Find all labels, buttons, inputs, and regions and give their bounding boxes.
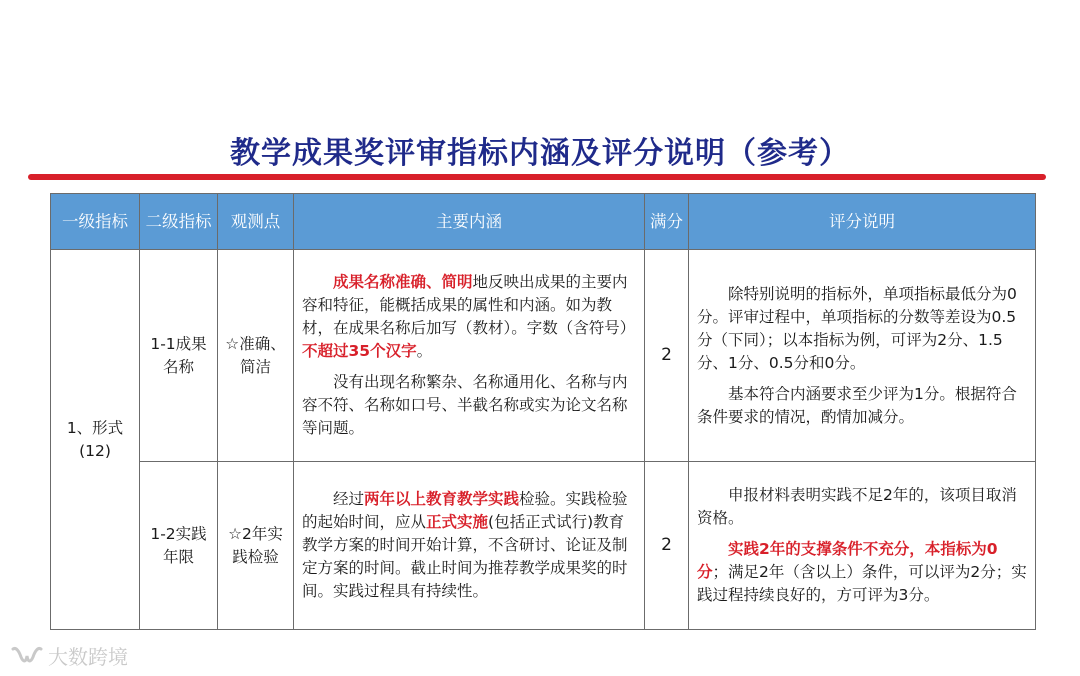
highlight-text: 不超过35个汉字 xyxy=(302,342,417,360)
observe-cell: ☆2年实践检验 xyxy=(218,462,294,630)
header-scoring: 评分说明 xyxy=(689,194,1036,250)
evaluation-table xyxy=(50,193,1036,630)
level2-cell: 1-1成果名称 xyxy=(140,250,218,462)
page-title: 教学成果奖评审指标内涵及评分说明（参考） xyxy=(230,136,850,171)
table-row xyxy=(51,462,1036,630)
content-paragraph xyxy=(302,271,636,363)
scoring-text: ；满足2年（含以上）条件，可以评为2分；实践过程持续良好的，方可评为3分。 xyxy=(697,563,1027,604)
table-row xyxy=(51,250,1036,462)
highlight-text: 成果名称准确、简明 xyxy=(333,273,473,291)
highlight-text: 正式实施 xyxy=(426,513,489,531)
observe-cell: ☆准确、简洁 xyxy=(218,250,294,462)
highlight-text: 两年以上教育教学实践 xyxy=(364,490,520,508)
table-header-row xyxy=(51,194,1036,250)
header-content: 主要内涵 xyxy=(294,194,645,250)
header-level2: 二级指标 xyxy=(140,194,218,250)
scoring-cell xyxy=(689,250,1036,462)
wechat-channel-icon xyxy=(10,643,44,669)
content-paragraph: 没有出现名称繁杂、名称通用化、名称与内容不符、名称如口号、半截名称或实为论文名称等问题。 xyxy=(302,373,628,437)
header-full-score: 满分 xyxy=(645,194,689,250)
content-text: 地反映出成果的主要内容和特征，能概括成果的属性和内涵。如为教材，在成果名称后加写（教材）。字数（含符号） xyxy=(302,273,636,337)
score-cell: 2 xyxy=(645,462,689,630)
content-text: 经过 xyxy=(333,490,365,508)
content-text: 检验。实践检验的起始时间，应从 xyxy=(302,490,628,531)
watermark-text: 大数跨境 xyxy=(48,645,128,669)
level2-cell: 1-2实践年限 xyxy=(140,462,218,630)
header-level1: 一级指标 xyxy=(51,194,140,250)
scoring-paragraph: 基本符合内涵要求至少评为1分。根据符合条件要求的情况，酌情加减分。 xyxy=(697,384,1017,426)
content-text: (包括正式试行)教育教学方案的时间开始计算，不含研讨、论证及制定方案的时间。截止时间为推荐教学成果奖的时间。实践过程具有持续性。 xyxy=(302,513,628,600)
content-cell xyxy=(294,462,645,630)
header-observe: 观测点 xyxy=(218,194,294,250)
level1-cell: 1、形式(12) xyxy=(51,250,140,630)
title-underline xyxy=(28,174,1046,180)
watermark xyxy=(10,641,128,670)
scoring-paragraph xyxy=(697,538,1027,607)
score-cell: 2 xyxy=(645,250,689,462)
content-text: 。 xyxy=(416,342,433,360)
scoring-paragraph: 申报材料表明实践不足2年的，该项目取消资格。 xyxy=(697,486,1017,527)
content-cell xyxy=(294,250,645,462)
highlight-text: 实践2年的支撑条件不充分，本指标为0分 xyxy=(697,540,998,581)
scoring-cell xyxy=(689,462,1036,630)
scoring-paragraph: 除特别说明的指标外，单项指标最低分为0分。评审过程中，单项指标的分数等差设为0.5分（下同）；以本指标为例，可评为2分、1.5分、1分、0.5分和0分。 xyxy=(697,284,1017,372)
content-paragraph xyxy=(302,488,636,603)
